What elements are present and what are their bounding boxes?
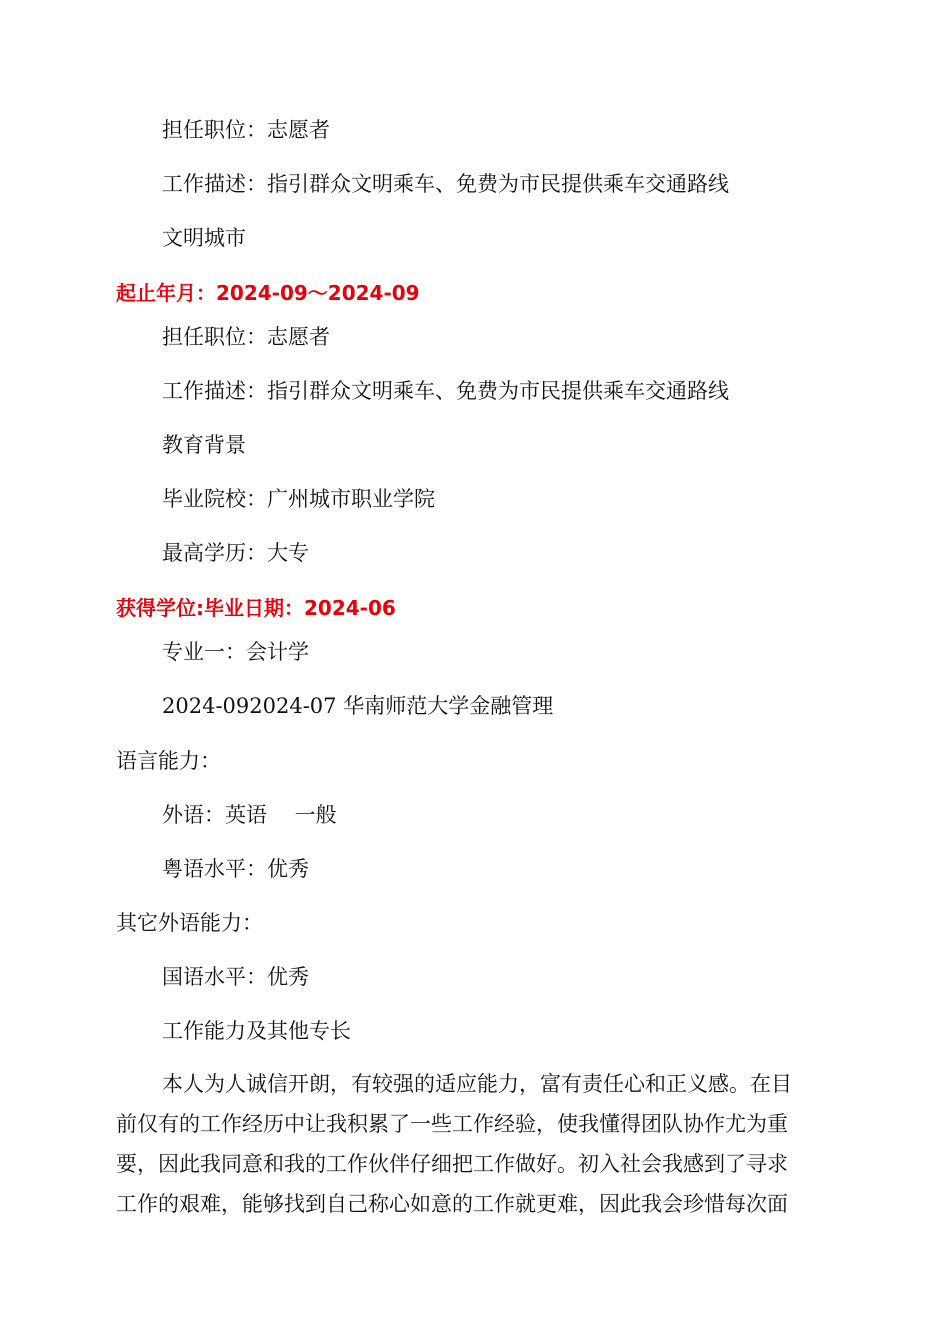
- degree-level-line: 最高学历：大专: [162, 541, 309, 565]
- date-range-heading: 起止年月：2024-09～2024-09: [116, 281, 420, 305]
- section-language-ability: 语言能力：: [116, 749, 221, 773]
- paragraph-line: 本人为人诚信开朗，有较强的适应能力，富有责任心和正义感。在目: [162, 1072, 792, 1096]
- foreign-language-line: 外语：英语 一般: [162, 803, 337, 827]
- section-skills: 工作能力及其他专长: [162, 1019, 351, 1043]
- study-record-line: 2024-092024-07 华南师范大学金融管理: [162, 694, 554, 718]
- major-line: 专业一：会计学: [162, 640, 309, 664]
- mandarin-line: 国语水平：优秀: [162, 965, 309, 989]
- position-line-2: 担任职位：志愿者: [162, 325, 330, 349]
- paragraph-line: 工作的艰难，能够找到自己称心如意的工作就更难，因此我会珍惜每次面: [116, 1192, 788, 1216]
- graduation-heading: 获得学位:毕业日期：2024-06: [116, 596, 396, 620]
- section-civilized-city: 文明城市: [162, 226, 246, 250]
- paragraph-line: 要，因此我同意和我的工作伙伴仔细把工作做好。初入社会我感到了寻求: [116, 1152, 788, 1176]
- position-line-1: 担任职位：志愿者: [162, 118, 330, 142]
- section-other-languages: 其它外语能力：: [116, 911, 263, 935]
- job-description-line-2: 工作描述：指引群众文明乘车、免费为市民提供乘车交通路线: [162, 379, 729, 403]
- school-line: 毕业院校：广州城市职业学院: [162, 487, 435, 511]
- section-education: 教育背景: [162, 433, 246, 457]
- self-evaluation-paragraph: [116, 1064, 834, 1224]
- paragraph-line: 前仅有的工作经历中让我积累了一些工作经验，使我懂得团队协作尤为重: [116, 1112, 788, 1136]
- job-description-line-1: 工作描述：指引群众文明乘车、免费为市民提供乘车交通路线: [162, 172, 729, 196]
- cantonese-line: 粤语水平：优秀: [162, 857, 309, 881]
